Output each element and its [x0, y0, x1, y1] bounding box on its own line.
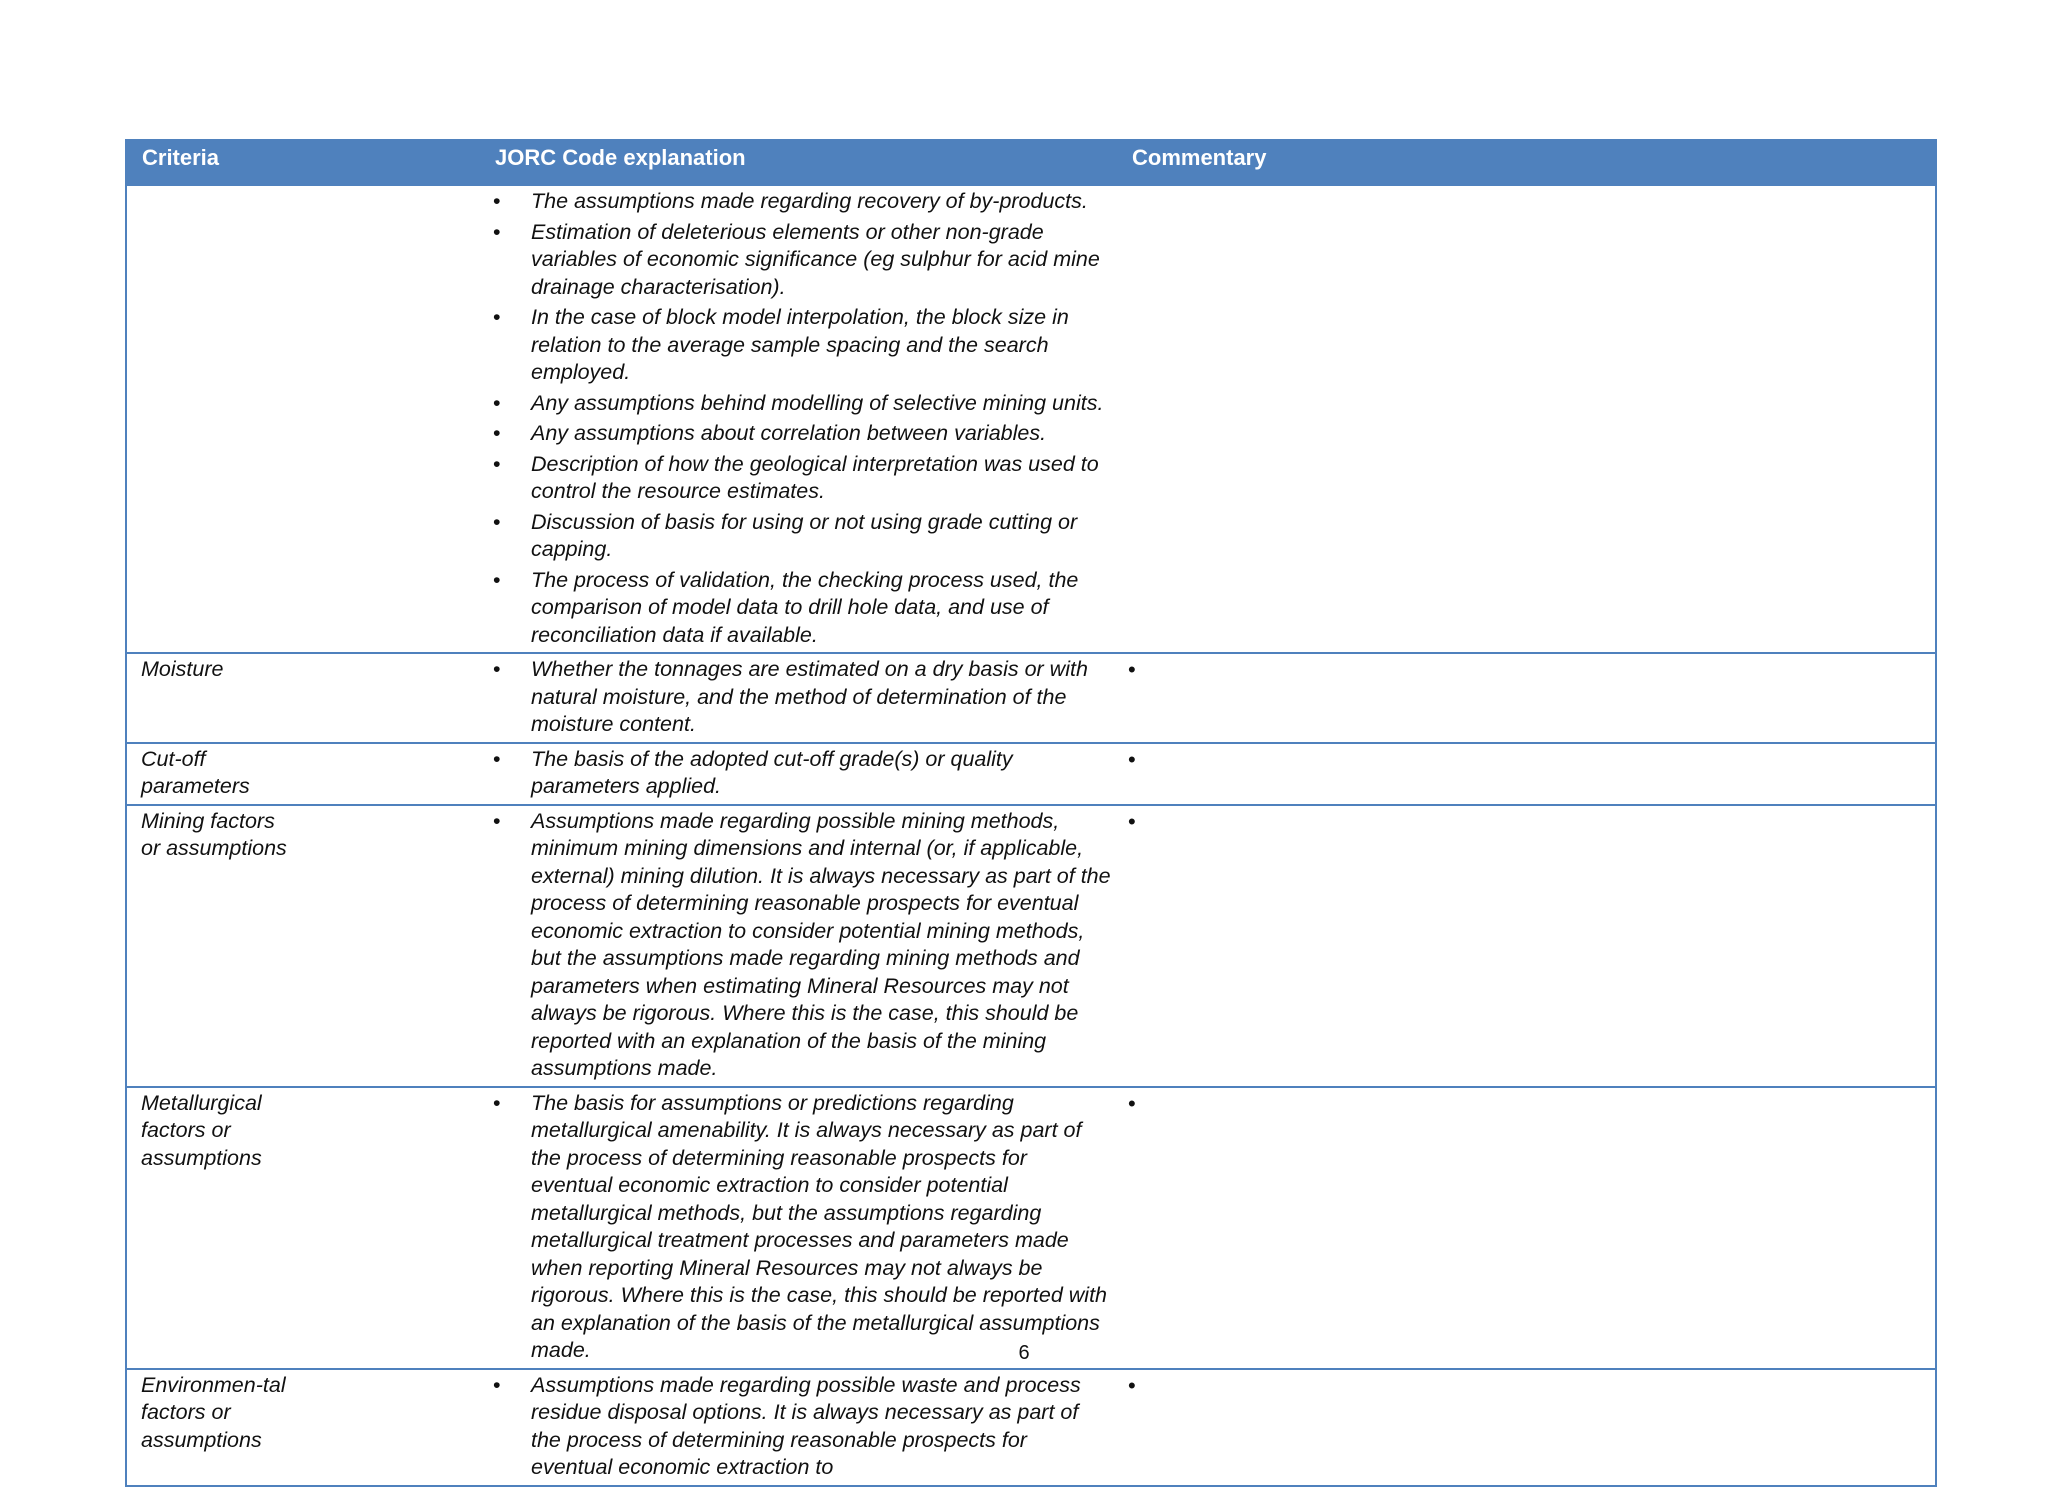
commentary-bullet: • [1128, 746, 1136, 772]
criteria-cell: Environmen-tal factors or assumptions [126, 1369, 303, 1486]
explanation-cell [303, 805, 1119, 1087]
explanation-bullet: • Any assumptions behind modelling of selective mining units. [303, 390, 1115, 418]
page-number: 6 [1018, 1342, 1030, 1364]
criteria-cell: Moisture [126, 653, 303, 743]
explanation-cell [303, 1369, 1119, 1486]
header-commentary: Commentary [1119, 140, 1936, 185]
explanation-bullet: • Description of how the geological interpretation was used to control the resource estimates. [303, 451, 1115, 506]
commentary-cell [1119, 185, 1936, 653]
explanation-bullet: • The basis for assumptions or predictions regarding metallurgical amenability. It is always necessary as part of the process of determining reasonable prospects for eventual economic extraction to consider potential metallurgical methods, but the assumptions regarding metallurgical treatment processes and parameters made when reporting Mineral Resources may not always be rigorous. Where this is the case, this should be reported with an explanation of the basis of the metallurgical assumptions made. [303, 1090, 1115, 1365]
explanation-bullet: • Assumptions made regarding possible waste and process residue disposal options. It is always necessary as part of the process of determining reasonable prospects for eventual economic extraction to [303, 1372, 1115, 1482]
commentary-cell [1119, 1369, 1936, 1486]
explanation-bullet-list [303, 808, 1115, 1083]
header-row [126, 140, 1936, 185]
explanation-bullet-list [303, 188, 1115, 649]
commentary-cell [1119, 1087, 1936, 1369]
table-header [126, 140, 1936, 185]
explanation-bullet: • Assumptions made regarding possible mining methods, minimum mining dimensions and internal (or, if applicable, external) mining dilution. It is always necessary as part of the process of determining reasonable prospects for eventual economic extraction to consider potential mining methods, but the assumptions made regarding mining methods and parameters when estimating Mineral Resources may not always be rigorous. Where this is the case, this should be reported with an explanation of the basis of the mining assumptions made. [303, 808, 1115, 1083]
table-row [126, 743, 1936, 805]
explanation-bullet: • Any assumptions about correlation between variables. [303, 420, 1115, 448]
explanation-bullet-list [303, 746, 1115, 801]
criteria-cell: Metallurgical factors or assumptions [126, 1087, 303, 1369]
table-body [126, 185, 1936, 1486]
commentary-bullet: • [1128, 657, 1136, 682]
commentary-cell [1119, 805, 1936, 1087]
criteria-cell [126, 185, 303, 653]
explanation-bullet: • The process of validation, the checking process used, the comparison of model data to drill hole data, and use of reconciliation data if available. [303, 567, 1115, 650]
table-row [126, 185, 1936, 653]
explanation-bullet-list [303, 1372, 1115, 1482]
explanation-bullet: • The basis of the adopted cut-off grade(s) or quality parameters applied. [303, 746, 1115, 801]
table-row [126, 653, 1936, 743]
explanation-cell [303, 743, 1119, 805]
explanation-cell [303, 1087, 1119, 1369]
explanation-bullet-list [303, 656, 1115, 739]
jorc-table [125, 139, 1937, 1487]
explanation-cell [303, 185, 1119, 653]
header-explanation: JORC Code explanation [303, 140, 1119, 185]
explanation-bullet: • The assumptions made regarding recovery of by-products. [303, 188, 1115, 216]
explanation-bullet-list [303, 1090, 1115, 1365]
criteria-cell: Mining factors or assumptions [126, 805, 303, 1087]
commentary-cell [1119, 653, 1936, 743]
table-row [126, 805, 1936, 1087]
table-row [126, 1087, 1936, 1369]
explanation-bullet: • Whether the tonnages are estimated on a dry basis or with natural moisture, and the method of determination of the moisture content. [303, 656, 1115, 739]
criteria-cell: Cut-off parameters [126, 743, 303, 805]
commentary-bullet: • [1128, 808, 1136, 834]
header-criteria: Criteria [126, 140, 303, 185]
explanation-bullet: • Estimation of deleterious elements or other non-grade variables of economic significance (eg sulphur for acid mine drainage characterisation). [303, 219, 1115, 302]
explanation-cell [303, 653, 1119, 743]
explanation-bullet: • Discussion of basis for using or not using grade cutting or capping. [303, 509, 1115, 564]
table-row [126, 1369, 1936, 1486]
explanation-bullet: • In the case of block model interpolation, the block size in relation to the average sample spacing and the search employed. [303, 304, 1115, 387]
commentary-bullet: • [1128, 1090, 1136, 1116]
commentary-cell [1119, 743, 1936, 805]
commentary-bullet: • [1128, 1372, 1136, 1398]
